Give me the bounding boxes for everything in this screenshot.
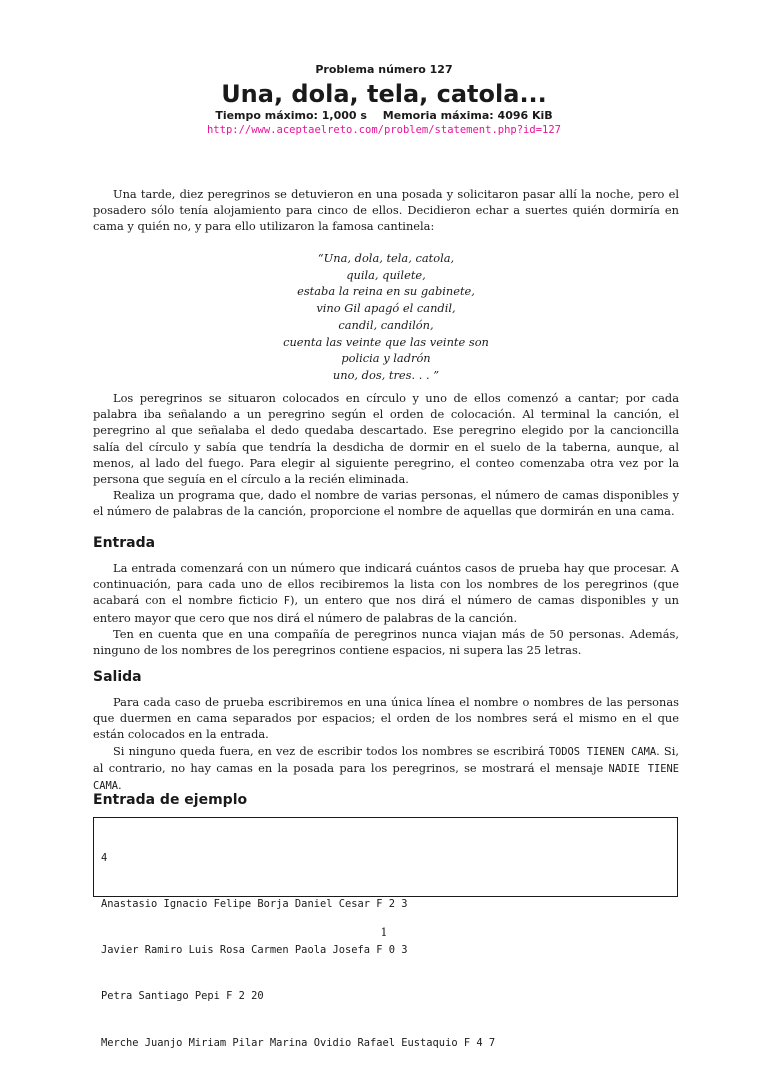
poem-line: “Una, dola, tela, catola,	[317, 251, 455, 265]
sample-line: Anastasio Ignacio Felipe Borja Daniel Cesar F 2 3	[101, 898, 408, 911]
entrada-paragraph: Ten en cuenta que en una compañía de peregrinos nunca viajan más de 50 personas. Además, ninguno de los nombres de los peregrinos contiene espacios, ni supera las 25 letras.	[93, 626, 679, 658]
salida-text: .	[118, 778, 122, 793]
salida-text: . Si, al contrario, no hay camas en la posada para los peregrinos, se mostrará el mensaje	[93, 743, 679, 775]
entrada-text: ), un entero que nos dirá el número de camas disponibles y un entero mayor que cero que nos dirá el número de palabras de la canción.	[93, 593, 679, 625]
poem	[93, 250, 679, 384]
poem-line: candil, candilón,	[338, 317, 434, 332]
sample-line: 4	[101, 851, 108, 864]
inline-code: TODOS TIENEN CAMA	[548, 745, 657, 758]
problem-url-link[interactable]: http://www.aceptaelreto.com/problem/statement.php?id=127	[206, 124, 561, 136]
inline-code: F	[283, 595, 291, 608]
poem-line: quila, quilete,	[346, 267, 426, 282]
limits-line	[0, 109, 768, 122]
time-limit: Tiempo máximo: 1,000 s	[215, 109, 367, 122]
entrada-text: La entrada comenzará con un número que indicará cuántos casos de prueba hay que procesar. A continuación, para cada uno de ellos recibiremos la lista con los nombres de los peregrinos (que acabará con el nombre ficticio	[93, 561, 679, 608]
intro-section	[93, 186, 679, 235]
description-paragraph: Realiza un programa que, dado el nombre de varias personas, el número de camas disponibles y el número de palabras de la canción, proporcione el nombre de aquellas que dormirán en una cama.	[93, 488, 679, 519]
salida-heading: Salida	[93, 669, 142, 685]
entrada-paragraph	[93, 560, 679, 626]
ejemplo-heading: Entrada de ejemplo	[93, 792, 248, 808]
memory-limit: Memoria máxima: 4096 KiB	[382, 109, 553, 122]
entrada-heading: Entrada	[93, 535, 156, 551]
page-number: 1	[380, 926, 388, 939]
sample-line: Petra Santiago Pepi F 2 20	[101, 990, 264, 1003]
salida-paragraph	[93, 743, 679, 795]
salida-section	[93, 694, 679, 794]
problem-number: Problema número 127	[315, 63, 453, 76]
description-paragraph: Los peregrinos se situaron colocados en círculo y uno de ellos comenzó a cantar; por cada palabra iba señalando a un peregrino según el orden de colocación. Al terminal la canción, el peregrino al que señalaba el dedo quedaba descartado. Ese peregrino elegido por la cancioncilla salía del círculo y sabía que tendría la desdicha de dormir en el suelo de la taberna, aunque, al menos, al lado del fuego. Para elegir al siguiente peregrino, el conteo comenzaba otra vez por la persona que seguía en el círculo a la recién eliminada.	[93, 391, 679, 487]
page-title: Una, dola, tela, catola...	[221, 80, 547, 108]
description-section	[93, 390, 679, 520]
salida-text: Si ninguno queda fuera, en vez de escribir todos los nombres se escribirá	[113, 743, 549, 758]
sample-line: Javier Ramiro Luis Rosa Carmen Paola Josefa F 0 3	[101, 944, 408, 957]
intro-paragraph: Una tarde, diez peregrinos se detuvieron en una posada y solicitaron pasar allí la noche, pero el posadero sólo tenía alojamiento para cinco de ellos. Decidieron echar a suertes quién dormiría en cama y quién no, y para ello utilizaron la famosa cantinela:	[93, 187, 679, 234]
entrada-section	[93, 560, 679, 658]
poem-line: policia y ladrón	[341, 351, 431, 366]
poem-line: estaba la reina en su gabinete,	[297, 284, 475, 299]
sample-input-box	[93, 817, 678, 1049]
poem-line: cuenta las veinte que las veinte son	[283, 334, 489, 349]
salida-paragraph: Para cada caso de prueba escribiremos en una única línea el nombre o nombres de las personas que duermen en cama separados por espacios; el orden de los nombres será el mismo en el que están colocados en la entrada.	[93, 695, 679, 742]
poem-line: vino Gil apagó el candil,	[316, 301, 456, 316]
poem-line: uno, dos, tres. . . ”	[332, 367, 440, 382]
inline-code: NADIE TIENE CAMA	[93, 762, 679, 793]
sample-line: Merche Juanjo Miriam Pilar Marina Ovidio Rafael Eustaquio F 4 7	[101, 1036, 496, 1049]
